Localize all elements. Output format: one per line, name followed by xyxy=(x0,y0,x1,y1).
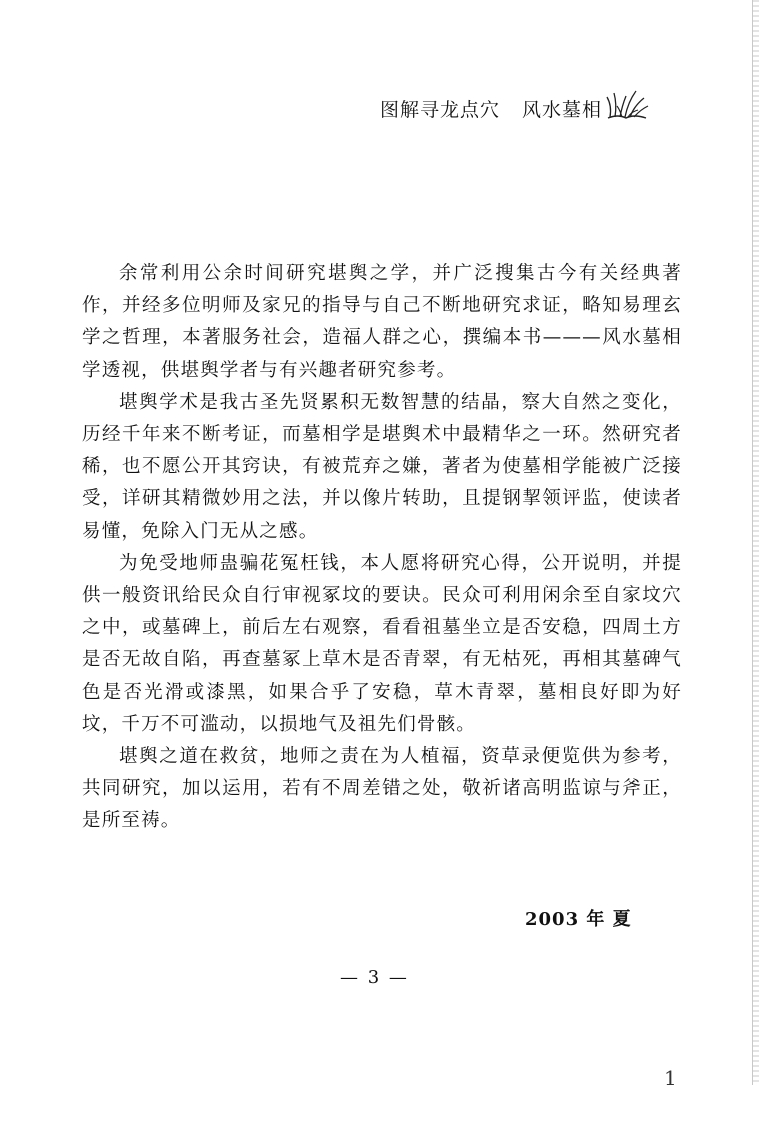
paragraph: 为免受地师蛊骗花冤枉钱，本人愿将研究心得，公开说明，并提供一般资讯给民众自行审视冢坟的要诀。民众可利用闲余至自家坟穴之中，或墓碑上，前后左右观察，看看祖墓坐立是否安稳，四周土方是否无故自陷，再查墓冢上草木是否青翠，有无枯死，再相其墓碑气色是否光滑或漆黑，如果合乎了安稳，草木青翠，墓相良好即为好坟，千万不可滥动，以损地气及祖先们骨骸。 xyxy=(82,552,682,735)
paragraph: 堪舆学术是我古圣先贤累积无数智慧的结晶，察大自然之变化，历经千年来不断考证，而墓相学是堪舆术中最精华之一环。然研究者稀，也不愿公开其窍诀，有被荒弃之嫌，著者为使墓相学能被广泛接受，详研其精微妙用之法，并以像片转助，且提钢挈领评监，使读者易懂，免除入门无从之感。 xyxy=(82,391,682,542)
date-signature: 2003 年 夏 xyxy=(525,909,632,930)
book-title: 图解寻龙点穴 xyxy=(380,99,501,121)
page-number: — 3 — xyxy=(340,967,409,988)
paragraph: 余常利用公余时间研究堪舆之学，并广泛搜集古今有关经典著作，并经多位明师及家兄的指导与自己不断地研究求证，略知易理玄学之哲理，本著服务社会，造福人群之心，撰编本书———风水墓相学透视，供堪舆学者与有兴趣者研究参考。 xyxy=(82,263,682,381)
section-title: 风水墓相 xyxy=(522,99,603,121)
page-edge-strip xyxy=(752,0,759,1085)
edge-mark: 1 xyxy=(664,1066,677,1090)
paragraph: 堪舆之道在救贫，地师之责在为人植福，资草录便览供为参考，共同研究，加以运用，若有不周差错之处，敬祈诸高明监谅与斧正，是所至祷。 xyxy=(82,746,682,832)
preface-body xyxy=(82,258,682,838)
running-header xyxy=(380,95,650,122)
grass-ornament-icon xyxy=(604,88,650,122)
